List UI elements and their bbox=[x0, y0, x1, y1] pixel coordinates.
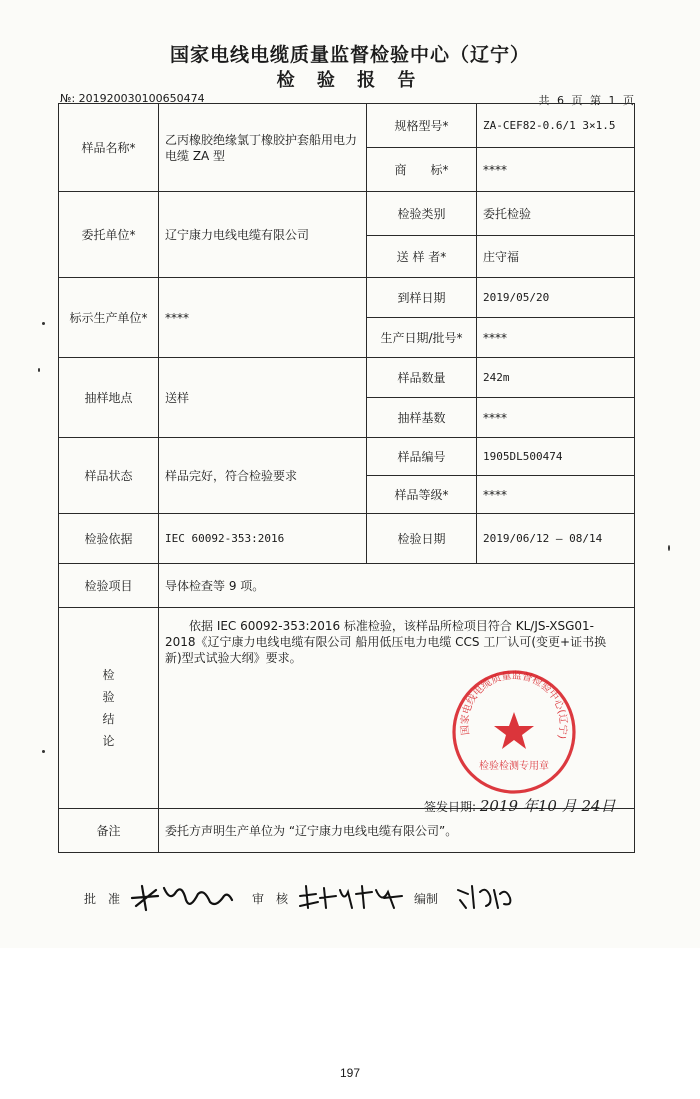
sample-name-value: 乙丙橡胶绝缘氯丁橡胶护套船用电力电缆 ZA 型 bbox=[159, 104, 367, 192]
arrival-value: 2019/05/20 bbox=[477, 278, 635, 318]
report-number: №: 201920030100650474 bbox=[60, 92, 205, 105]
inspect-type-value: 委托检验 bbox=[477, 192, 635, 236]
sample-name-label: 样品名称* bbox=[59, 104, 159, 192]
reviewer-signature bbox=[296, 882, 406, 912]
prod-date-value: **** bbox=[477, 318, 635, 358]
client-value: 辽宁康力电线电缆有限公司 bbox=[159, 192, 367, 278]
qty-value: 242m bbox=[477, 358, 635, 398]
model-value: ZA-CEF82-0.6/1 3×1.5 bbox=[477, 104, 635, 148]
sender-value: 庄守福 bbox=[477, 236, 635, 278]
scan-speck bbox=[42, 750, 45, 753]
remark-label: 备注 bbox=[59, 809, 159, 853]
seal-outer-text: 国家电线电缆质量监督检验中心(辽宁) bbox=[459, 670, 569, 740]
sampling-site-value: 送样 bbox=[159, 358, 367, 438]
sender-label: 送 样 者* bbox=[367, 236, 477, 278]
approve-label: 批 准 bbox=[84, 892, 121, 906]
grade-value: **** bbox=[477, 476, 635, 514]
review-label: 审 核 bbox=[252, 892, 289, 906]
trademark-label: 商 标* bbox=[367, 148, 477, 192]
conclusion-label-char: 验 bbox=[102, 690, 115, 704]
approver-signature bbox=[128, 880, 238, 914]
compile-label: 编制 bbox=[414, 892, 439, 906]
scan-speck bbox=[38, 368, 40, 372]
client-label: 委托单位* bbox=[59, 192, 159, 278]
conclusion-label-char: 论 bbox=[102, 734, 115, 748]
remark-value: 委托方声明生产单位为 “辽宁康力电线电缆有限公司”。 bbox=[159, 809, 635, 853]
conclusion-text: 依据 IEC 60092-353:2016 标准检验，该样品所检项目符合 KL/JS-XSG01-2018《辽宁康力电线电缆有限公司 船用低压电力电缆 CCS 工厂认可(变更+证书换新)型式试验大纲》要求。 bbox=[165, 619, 607, 665]
sample-no-value: 1905DL500474 bbox=[477, 438, 635, 476]
page-number: 197 bbox=[339, 1066, 361, 1080]
state-value: 样品完好，符合检验要求 bbox=[159, 438, 367, 514]
producer-value: **** bbox=[159, 278, 367, 358]
inspect-date-label: 检验日期 bbox=[367, 514, 477, 564]
sign-date bbox=[424, 795, 616, 816]
basis-value: IEC 60092-353:2016 bbox=[159, 514, 367, 564]
items-label: 检验项目 bbox=[59, 564, 159, 608]
prod-date-label: 生产日期/批号* bbox=[367, 318, 477, 358]
arrival-label: 到样日期 bbox=[367, 278, 477, 318]
report-subtitle: 检 验 报 告 bbox=[276, 70, 424, 91]
conclusion-label bbox=[59, 608, 159, 809]
scan-speck bbox=[42, 322, 45, 325]
inspect-type-label: 检验类别 bbox=[367, 192, 477, 236]
base-label: 抽样基数 bbox=[367, 398, 477, 438]
sign-date-label: 签发日期: bbox=[424, 800, 477, 814]
scan-speck bbox=[668, 545, 670, 551]
items-value: 导体检查等 9 项。 bbox=[159, 564, 635, 608]
sign-date-handwritten: 2019 年10 月 24日 bbox=[479, 797, 616, 815]
grade-label: 样品等级* bbox=[367, 476, 477, 514]
conclusion-label-char: 检 bbox=[102, 668, 115, 682]
trademark-value: **** bbox=[477, 148, 635, 192]
seal-inner-text: 检验检测专用章 bbox=[479, 761, 549, 772]
report-title: 国家电线电缆质量监督检验中心（辽宁） bbox=[169, 44, 530, 66]
conclusion-label-char: 结 bbox=[102, 712, 115, 726]
model-label: 规格型号* bbox=[367, 104, 477, 148]
page-info: 共 6 页 第 1 页 bbox=[538, 94, 634, 107]
producer-label: 标示生产单位* bbox=[59, 278, 159, 358]
state-label: 样品状态 bbox=[59, 438, 159, 514]
compiler-signature bbox=[454, 882, 518, 912]
seal-star-icon bbox=[494, 712, 534, 749]
basis-label: 检验依据 bbox=[59, 514, 159, 564]
base-value: **** bbox=[477, 398, 635, 438]
sampling-site-label: 抽样地点 bbox=[59, 358, 159, 438]
sample-no-label: 样品编号 bbox=[367, 438, 477, 476]
inspect-date-value: 2019/06/12 — 08/14 bbox=[477, 514, 635, 564]
qty-label: 样品数量 bbox=[367, 358, 477, 398]
official-seal bbox=[450, 668, 578, 796]
